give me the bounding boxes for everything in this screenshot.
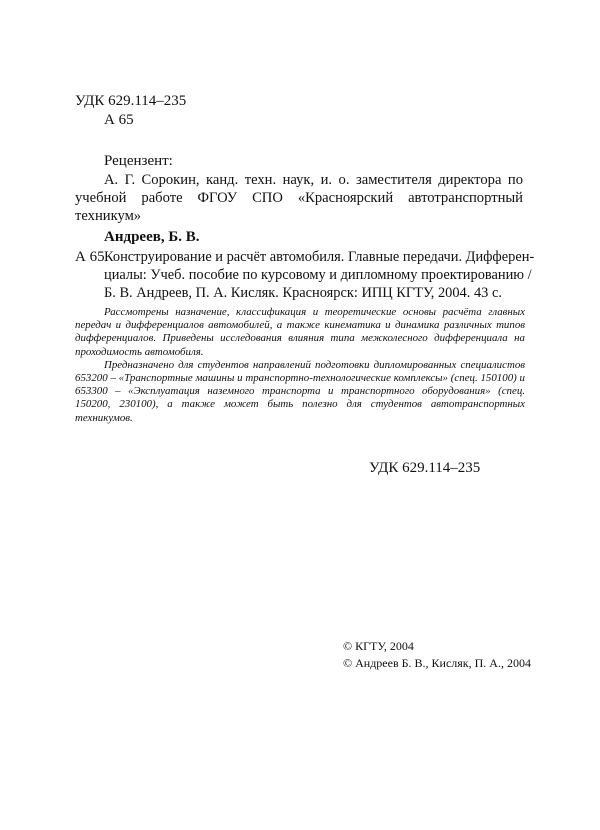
author-mark-top: А 65 xyxy=(104,112,134,128)
udk-code-bottom: УДК 629.114–235 xyxy=(369,460,481,476)
bibliography-description xyxy=(104,248,534,302)
copyright-publisher: © КГТУ, 2004 xyxy=(343,639,414,653)
annotation-paragraph: Рассмотрены назначение, классификация и теоретические основы расчёта главных передач и дифференциалов автомобилей, а также кинематика и динамика различных типов дифференциалов. Приведены исследования влияния типа межколесного дифференциала на проходимость автомобиля. xyxy=(75,306,525,358)
udk-code-top: УДК 629.114–235 xyxy=(75,93,187,109)
bibliography-author: Андреев, Б. В. xyxy=(104,229,200,245)
bibliography-line: циалы: Учеб. пособие по курсовому и дипломному проектированию / xyxy=(104,267,532,283)
bibliography-author-mark: А 65 xyxy=(75,249,105,265)
copyright-authors: © Андреев Б. В., Кисляк, П. А., 2004 xyxy=(343,656,531,670)
annotation-paragraph: Предназначено для студентов направлений подготовки дипломированных специалистов 653200 – «Транспортные машины и транспортно-технологические комплексы» (спец. 150100) и 653300 – «Эксплуатация наземного транспорта и транспортного оборудования» (спец. 150200, 230100), а также может быть полезно для студентов автотранспортных техникумов. xyxy=(75,358,525,424)
annotation xyxy=(75,306,525,425)
bibliography-line: Б. В. Андреев, П. А. Кисляк. Красноярск: ИПЦ КГТУ, 2004. 43 с. xyxy=(104,285,502,301)
reviewer-text: А. Г. Сорокин, канд. техн. наук, и. о. заместителя директора по учебной работе ФГОУ СПО «Красноярский автотранспортный техникум» xyxy=(75,172,523,224)
bibliography-line: Конструирование и расчёт автомобиля. Главные передачи. Дифферен- xyxy=(104,249,535,265)
reviewer-label: Рецензент: xyxy=(104,153,173,169)
